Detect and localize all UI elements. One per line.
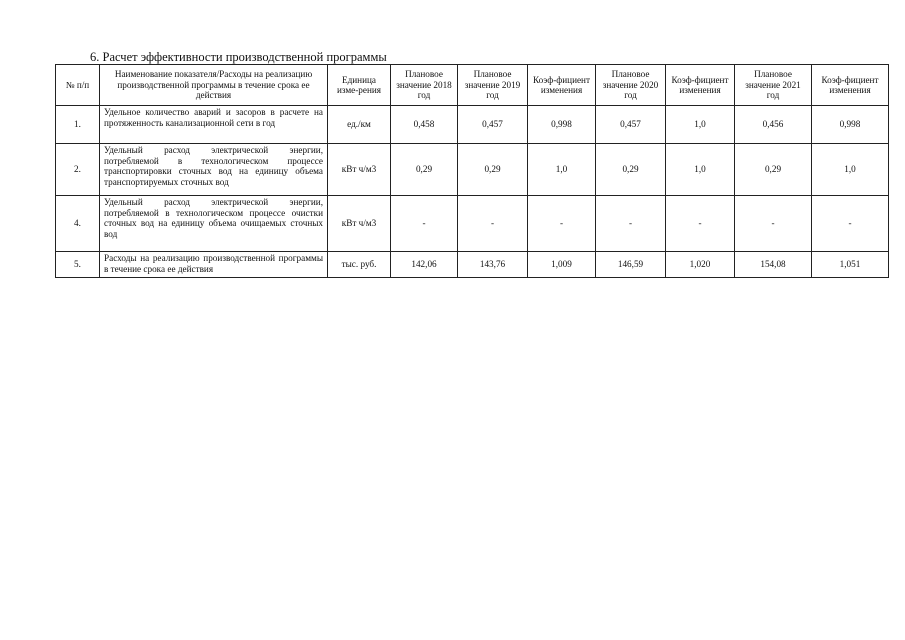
row-number: 1. xyxy=(56,106,100,144)
header-row xyxy=(56,65,889,106)
coef-cell: 0,998 xyxy=(528,106,596,144)
value-cell: - xyxy=(735,196,812,252)
value-cell: 0,458 xyxy=(391,106,458,144)
unit-cell: ед./км xyxy=(328,106,391,144)
header-cell: Наименование показателя/Расходы на реализацию производственной программы в течение срока ее действия xyxy=(100,65,328,106)
coef-cell: - xyxy=(666,196,735,252)
indicator-name: Удельный расход электрической энергии, потребляемой в технологическом процессе транспортировки сточных вод на единицу объема транспортируемых сточных вод xyxy=(100,144,328,196)
value-cell: 0,29 xyxy=(391,144,458,196)
indicator-name: Удельное количество аварий и засоров в расчете на протяженность канализационной сети в год xyxy=(100,106,328,144)
row-number: 5. xyxy=(56,252,100,278)
header-cell: Плановое значение 2020 год xyxy=(596,65,666,106)
indicator-name: Удельный расход электрической энергии, потребляемой в технологическом процессе очистки сточных вод на единицу объема очищаемых сточных вод xyxy=(100,196,328,252)
coef-cell: 1,051 xyxy=(812,252,889,278)
header-cell: Коэф-фициент изменения xyxy=(812,65,889,106)
table-row xyxy=(56,196,889,252)
coef-cell: 0,998 xyxy=(812,106,889,144)
header-cell: Плановое значение 2019 год xyxy=(458,65,528,106)
coef-cell: 1,009 xyxy=(528,252,596,278)
value-cell: 146,59 xyxy=(596,252,666,278)
unit-cell: кВт ч/м3 xyxy=(328,144,391,196)
table-row xyxy=(56,106,889,144)
table-row xyxy=(56,144,889,196)
coef-cell: 1,0 xyxy=(666,106,735,144)
value-cell: - xyxy=(596,196,666,252)
header-cell: Плановое значение 2021 год xyxy=(735,65,812,106)
value-cell: 0,29 xyxy=(596,144,666,196)
coef-cell: - xyxy=(812,196,889,252)
indicator-name: Расходы на реализацию производственной программы в течение срока ее действия xyxy=(100,252,328,278)
coef-cell: - xyxy=(528,196,596,252)
value-cell: 0,29 xyxy=(735,144,812,196)
value-cell: - xyxy=(391,196,458,252)
value-cell: 0,457 xyxy=(596,106,666,144)
header-cell: № п/п xyxy=(56,65,100,106)
value-cell: 0,457 xyxy=(458,106,528,144)
header-cell: Плановое значение 2018 год xyxy=(391,65,458,106)
unit-cell: тыс. руб. xyxy=(328,252,391,278)
coef-cell: 1,0 xyxy=(812,144,889,196)
table-row xyxy=(56,252,889,278)
header-cell: Коэф-фициент изменения xyxy=(528,65,596,106)
value-cell: 142,06 xyxy=(391,252,458,278)
header-cell: Коэф-фициент изменения xyxy=(666,65,735,106)
coef-cell: 1,020 xyxy=(666,252,735,278)
value-cell: - xyxy=(458,196,528,252)
coef-cell: 1,0 xyxy=(528,144,596,196)
value-cell: 0,29 xyxy=(458,144,528,196)
row-number: 2. xyxy=(56,144,100,196)
row-number: 4. xyxy=(56,196,100,252)
efficiency-table xyxy=(55,64,889,278)
coef-cell: 1,0 xyxy=(666,144,735,196)
value-cell: 143,76 xyxy=(458,252,528,278)
value-cell: 154,08 xyxy=(735,252,812,278)
header-cell: Единица изме-рения xyxy=(328,65,391,106)
section-title: 6. Расчет эффективности производственной программы xyxy=(90,50,387,64)
value-cell: 0,456 xyxy=(735,106,812,144)
unit-cell: кВт ч/м3 xyxy=(328,196,391,252)
